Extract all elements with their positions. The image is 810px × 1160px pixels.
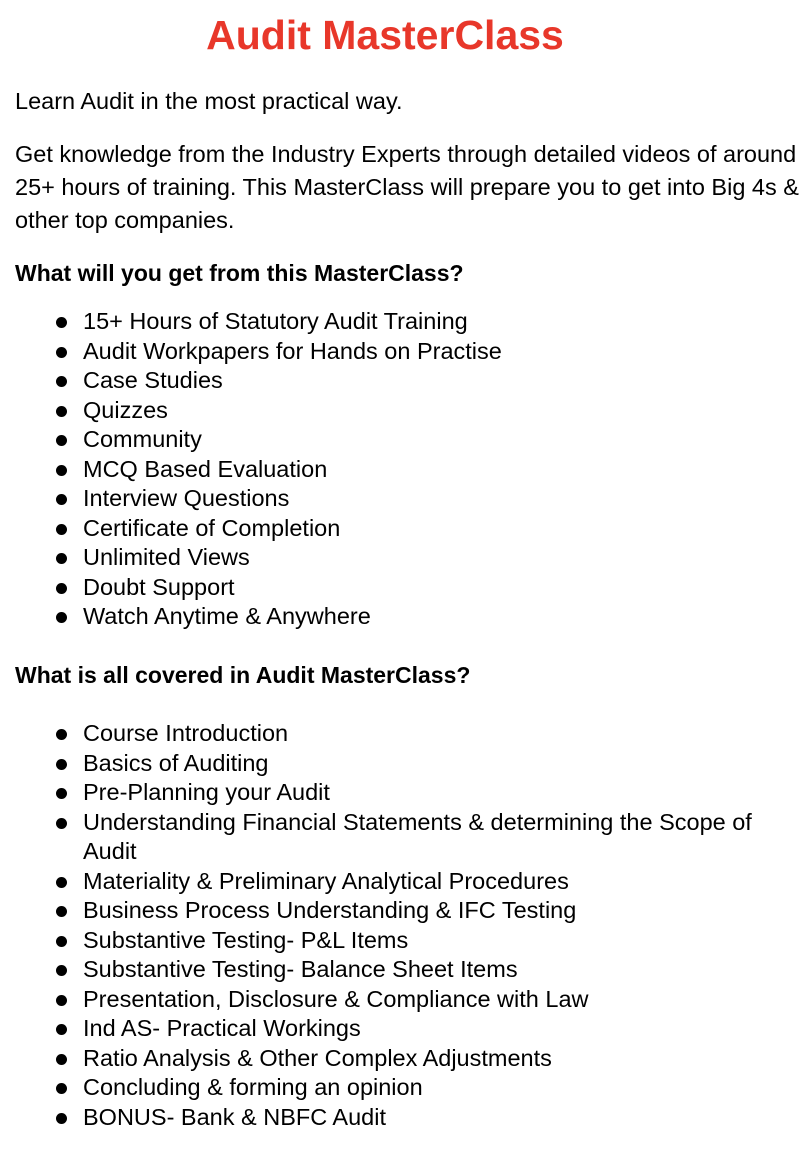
bullet-icon [56, 1113, 67, 1124]
bullet-icon [56, 877, 67, 888]
curriculum-list [0, 719, 800, 1132]
list-item: Basics of Auditing [0, 749, 800, 779]
section-heading-benefits: What will you get from this MasterClass? [15, 260, 464, 286]
description-paragraph: Get knowledge from the Industry Experts through detailed videos of around 25+ hours of training. This MasterClass will prepare you to get into Big 4s & other top companies. [15, 141, 799, 233]
list-item: Interview Questions [0, 484, 800, 514]
list-item: Business Process Understanding & IFC Testing [0, 896, 800, 926]
list-item: Ratio Analysis & Other Complex Adjustments [0, 1044, 800, 1074]
bullet-icon [56, 906, 67, 917]
list-item: BONUS- Bank & NBFC Audit [0, 1103, 800, 1133]
bullet-icon [56, 494, 67, 505]
bullet-icon [56, 759, 67, 770]
bullet-icon [56, 612, 67, 623]
section-heading-curriculum: What is all covered in Audit MasterClass? [15, 662, 471, 688]
list-item: Pre-Planning your Audit [0, 778, 800, 808]
bullet-icon [56, 347, 67, 358]
list-item: Substantive Testing- P&L Items [0, 926, 800, 956]
bullet-icon [56, 1054, 67, 1065]
list-item: Doubt Support [0, 573, 800, 603]
bullet-icon [56, 788, 67, 799]
bullet-icon [56, 995, 67, 1006]
bullet-icon [56, 406, 67, 417]
list-item: Quizzes [0, 396, 800, 426]
list-item: 15+ Hours of Statutory Audit Training [0, 307, 800, 337]
bullet-icon [56, 317, 67, 328]
bullet-icon [56, 1083, 67, 1094]
bullet-icon [56, 965, 67, 976]
bullet-icon [56, 435, 67, 446]
list-item: Audit Workpapers for Hands on Practise [0, 337, 800, 367]
bullet-icon [56, 553, 67, 564]
list-item: Watch Anytime & Anywhere [0, 602, 800, 632]
list-item: Ind AS- Practical Workings [0, 1014, 800, 1044]
list-item: Community [0, 425, 800, 455]
list-item: Course Introduction [0, 719, 800, 749]
bullet-icon [56, 729, 67, 740]
list-item: Understanding Financial Statements & determining the Scope of Audit [0, 808, 800, 867]
list-item: MCQ Based Evaluation [0, 455, 800, 485]
bullet-icon [56, 524, 67, 535]
intro-text: Learn Audit in the most practical way. [15, 88, 403, 114]
list-item: Materiality & Preliminary Analytical Procedures [0, 867, 800, 897]
list-item: Substantive Testing- Balance Sheet Items [0, 955, 800, 985]
list-item: Unlimited Views [0, 543, 800, 573]
list-item: Certificate of Completion [0, 514, 800, 544]
page-title: Audit MasterClass [206, 12, 564, 58]
bullet-icon [56, 376, 67, 387]
bullet-icon [56, 1024, 67, 1035]
list-item: Concluding & forming an opinion [0, 1073, 800, 1103]
bullet-icon [56, 818, 67, 829]
list-item: Presentation, Disclosure & Compliance with Law [0, 985, 800, 1015]
bullet-icon [56, 583, 67, 594]
benefits-list [0, 307, 800, 632]
bullet-icon [56, 936, 67, 947]
list-item: Case Studies [0, 366, 800, 396]
bullet-icon [56, 465, 67, 476]
